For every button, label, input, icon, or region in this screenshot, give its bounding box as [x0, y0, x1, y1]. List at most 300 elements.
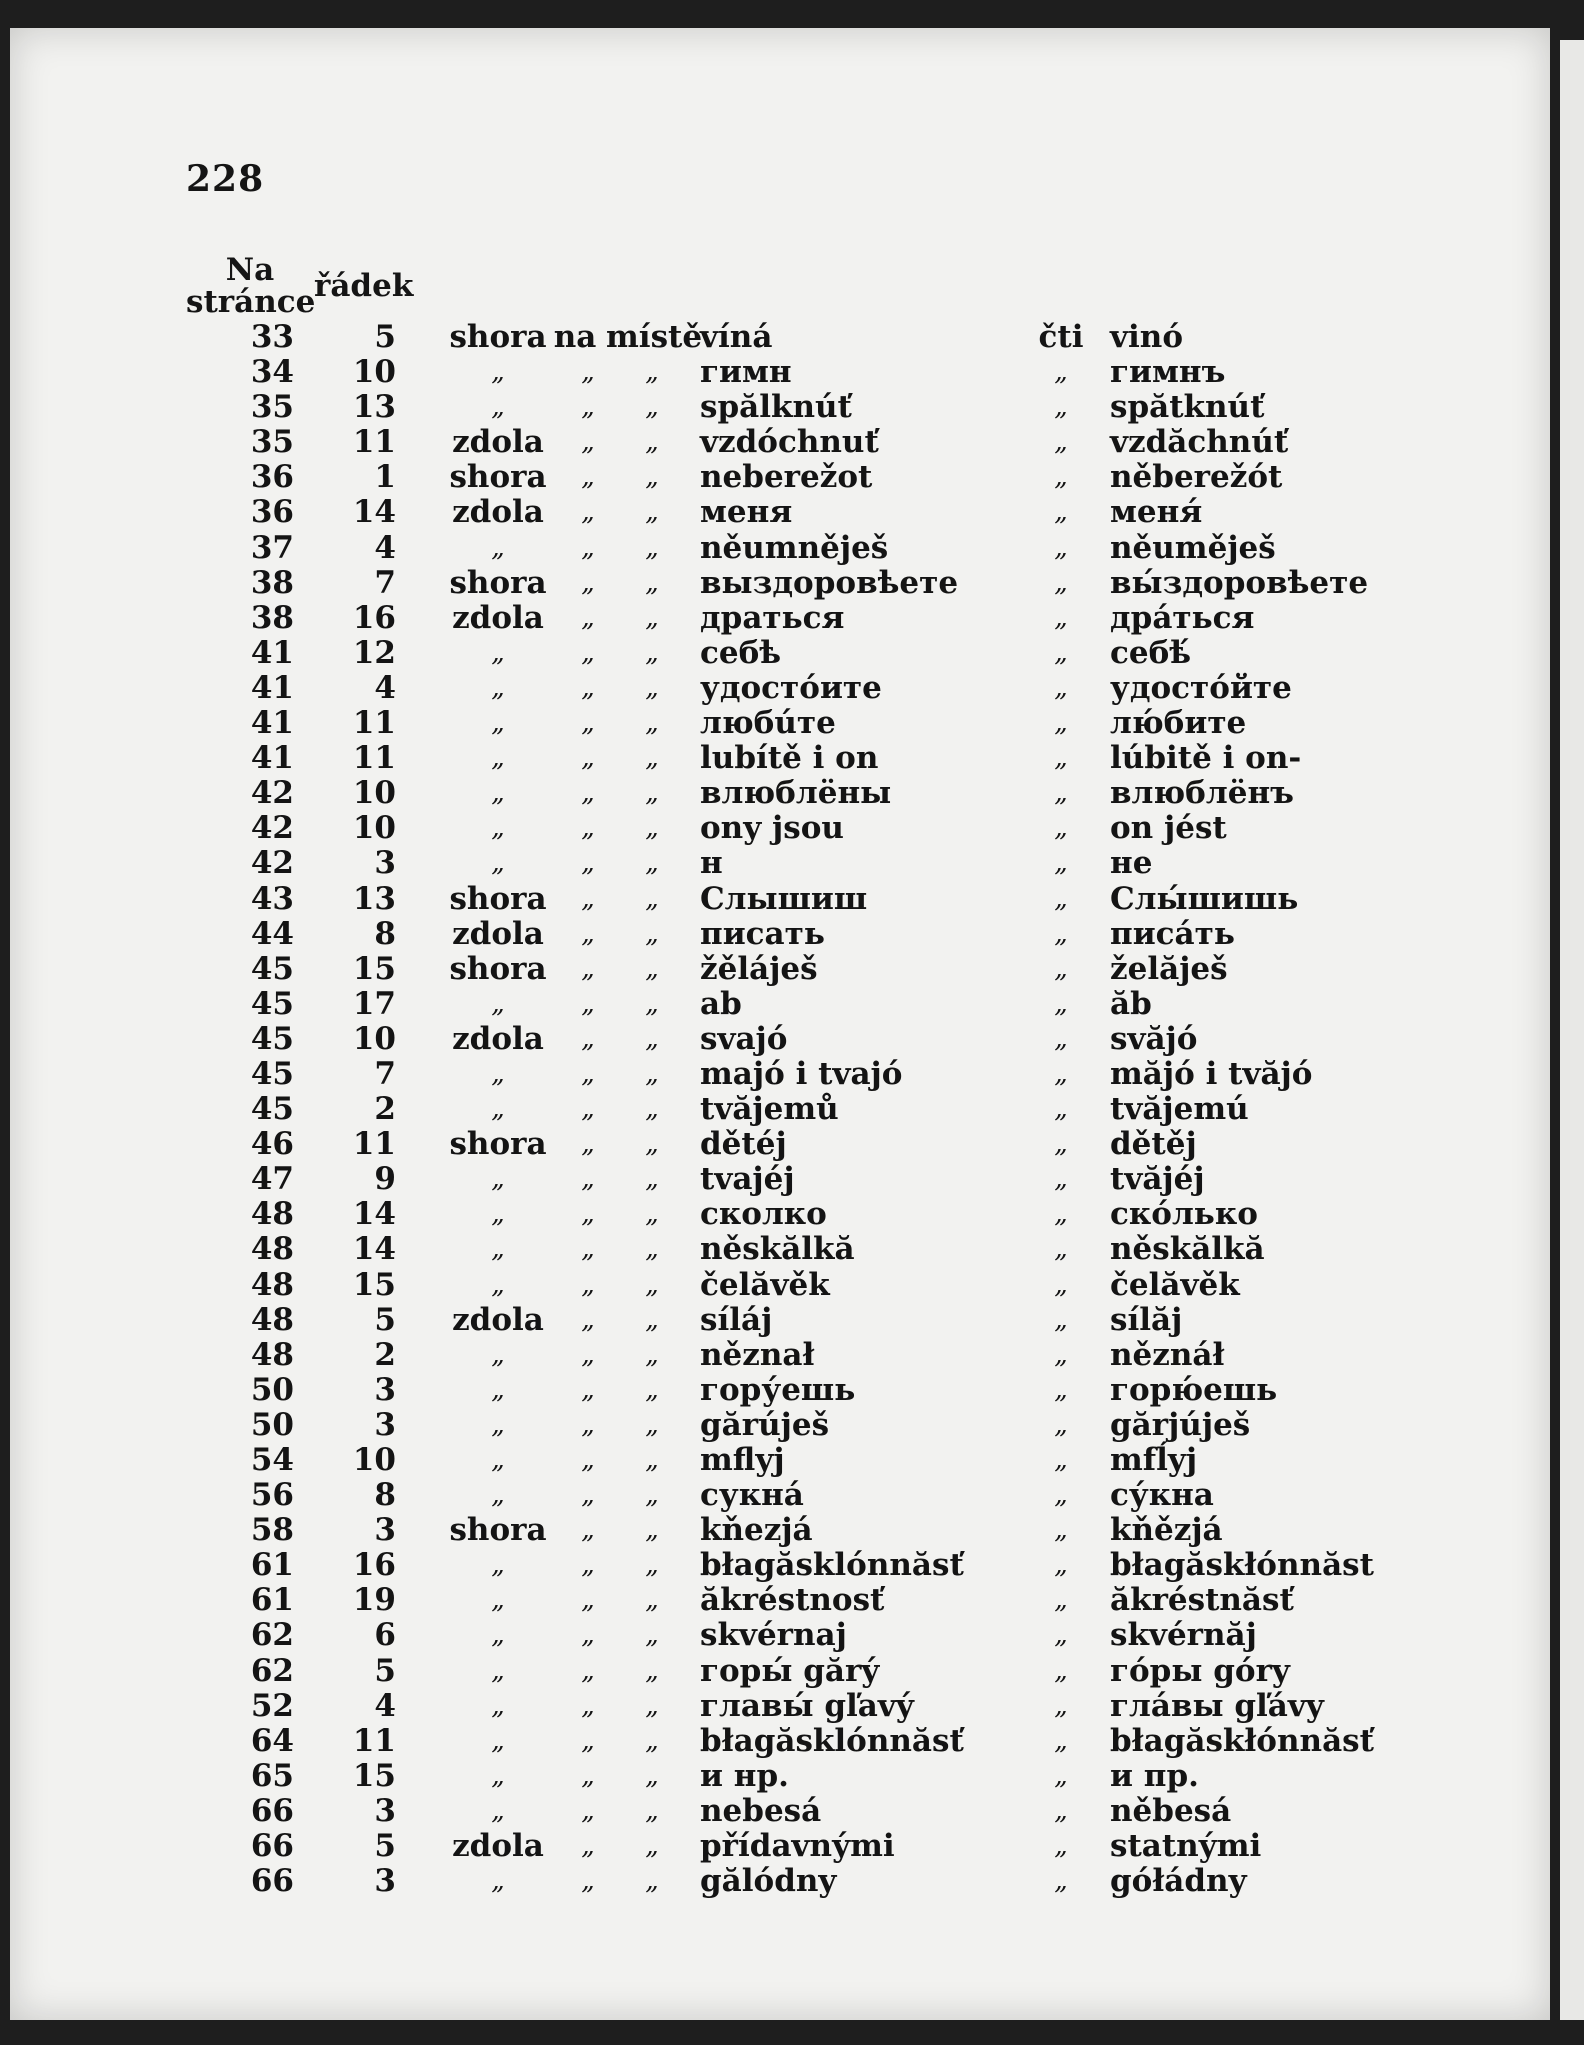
cti-cell: „ — [1054, 1831, 1068, 1862]
page-cell: 66 — [250, 1828, 294, 1865]
wrong-reading-cell: себѣ — [700, 634, 782, 671]
cti-cell: „ — [1054, 1094, 1068, 1125]
wrong-reading-cell: ab — [700, 985, 742, 1022]
cti-cell: „ — [1054, 778, 1068, 809]
miste-cell: „ — [645, 1515, 659, 1546]
na-cell: „ — [581, 1866, 595, 1897]
miste-cell: „ — [645, 1164, 659, 1195]
errata-table — [10, 320, 1550, 1899]
position-cell: „ — [491, 1374, 505, 1405]
wrong-reading-cell: сколко — [700, 1196, 827, 1233]
miste-cell: „ — [645, 1445, 659, 1475]
table-row — [10, 1654, 1550, 1689]
page-cell: 36 — [250, 494, 294, 531]
na-cell: „ — [581, 357, 595, 388]
page-cell: 45 — [250, 1091, 294, 1128]
cti-cell: „ — [1054, 1550, 1068, 1581]
position-cell: zdola — [452, 1828, 544, 1865]
na-cell: „ — [581, 743, 595, 774]
page-cell: 52 — [250, 1687, 294, 1724]
line-cell: 7 — [374, 1055, 396, 1092]
na-cell: „ — [581, 1304, 595, 1335]
page-cell: 45 — [250, 1020, 294, 1057]
correct-reading-cell: вы́здоровѣете — [1110, 564, 1369, 601]
na-cell: „ — [581, 1023, 595, 1054]
wrong-reading-cell: меня — [700, 494, 793, 531]
line-cell: 3 — [374, 1792, 396, 1829]
page-cell: 45 — [250, 950, 294, 987]
correct-reading-cell: tvăjemú — [1110, 1091, 1249, 1128]
na-cell: „ — [581, 1164, 595, 1195]
page-cell: 34 — [250, 354, 294, 391]
line-cell: 7 — [374, 564, 396, 601]
position-cell: „ — [491, 1234, 505, 1265]
miste-cell: „ — [645, 427, 659, 458]
na-cell: „ — [581, 637, 595, 668]
miste-cell: „ — [645, 988, 659, 1019]
page-cell: 48 — [250, 1196, 294, 1233]
line-cell: 5 — [374, 1652, 396, 1689]
miste-cell: „ — [645, 637, 659, 668]
line-cell: 19 — [352, 1582, 396, 1619]
position-cell: shora — [449, 1126, 547, 1163]
page-cell: 42 — [250, 845, 294, 882]
correct-reading-cell: vzdăchnúť — [1110, 424, 1289, 461]
position-cell: „ — [491, 1339, 505, 1370]
cti-cell: „ — [1054, 988, 1068, 1019]
position-cell: zdola — [452, 424, 544, 461]
miste-cell: „ — [645, 1655, 659, 1686]
na-cell: „ — [581, 1129, 595, 1160]
line-cell: 8 — [374, 1477, 396, 1514]
wrong-reading-cell: гимн — [700, 354, 792, 391]
table-row — [10, 1548, 1550, 1583]
table-row — [10, 706, 1550, 741]
line-cell: 3 — [374, 1406, 396, 1443]
position-cell: „ — [491, 1164, 505, 1195]
table-row — [10, 671, 1550, 706]
miste-cell: „ — [645, 1620, 659, 1651]
na-cell: „ — [581, 1199, 595, 1230]
cti-cell: „ — [1054, 883, 1068, 914]
correct-reading-cell: želăješ — [1110, 950, 1228, 987]
page-cell: 50 — [250, 1371, 294, 1408]
page-cell: 48 — [250, 1266, 294, 1303]
position-cell: „ — [491, 1760, 505, 1791]
table-row — [10, 495, 1550, 530]
line-cell: 1 — [374, 459, 396, 496]
table-row — [10, 1408, 1550, 1443]
table-row — [10, 1583, 1550, 1618]
position-cell: zdola — [452, 1301, 544, 1338]
na-cell: na — [553, 319, 597, 355]
correct-reading-cell: писа́ть — [1110, 915, 1235, 952]
table-row — [10, 1618, 1550, 1653]
correct-reading-cell: gărjúješ — [1110, 1406, 1251, 1443]
table-row — [10, 1478, 1550, 1513]
table-row — [10, 917, 1550, 952]
na-cell: „ — [581, 1094, 595, 1125]
page-cell: 43 — [250, 880, 294, 917]
na-cell: „ — [581, 988, 595, 1019]
position-cell: „ — [491, 1058, 505, 1089]
miste-cell: „ — [645, 357, 659, 388]
wrong-reading-cell: писать — [700, 915, 825, 952]
correct-reading-cell: ăkréstnăsť — [1110, 1582, 1294, 1619]
table-row — [10, 1864, 1550, 1899]
wrong-reading-cell: čelăvěk — [700, 1266, 830, 1303]
miste-cell: „ — [645, 392, 659, 423]
miste-cell: „ — [645, 1094, 659, 1125]
line-cell: 11 — [352, 705, 396, 742]
wrong-reading-cell: žěláješ — [700, 950, 818, 987]
cti-cell: „ — [1054, 1690, 1068, 1721]
correct-reading-cell: гимнъ — [1110, 354, 1226, 391]
line-cell: 4 — [374, 669, 396, 706]
wrong-reading-cell: и нр. — [700, 1757, 789, 1794]
na-cell: „ — [581, 1585, 595, 1616]
position-cell: „ — [491, 708, 505, 739]
miste-cell: „ — [645, 708, 659, 739]
miste-cell: „ — [645, 1374, 659, 1405]
cti-cell: „ — [1054, 1725, 1068, 1756]
table-row — [10, 952, 1550, 987]
cti-cell: „ — [1054, 1199, 1068, 1230]
correct-reading-cell: măjó i tvăjó — [1110, 1055, 1313, 1092]
miste-cell: „ — [645, 1725, 659, 1756]
correct-reading-cell: себѣ́ — [1110, 634, 1192, 671]
cti-cell: „ — [1054, 1129, 1068, 1160]
position-cell: „ — [491, 1269, 505, 1300]
table-row — [10, 320, 1550, 355]
position-cell: „ — [491, 1866, 505, 1897]
position-cell: „ — [491, 392, 505, 423]
miste-cell: „ — [645, 532, 659, 563]
wrong-reading-cell: víná — [700, 319, 773, 355]
table-row — [10, 1829, 1550, 1864]
line-cell: 5 — [374, 1301, 396, 1338]
cti-cell: „ — [1054, 953, 1068, 984]
page-cell: 56 — [250, 1477, 294, 1514]
table-row — [10, 531, 1550, 566]
line-cell: 10 — [352, 775, 396, 812]
position-cell: zdola — [452, 494, 544, 531]
correct-reading-cell: удостóйте — [1110, 669, 1292, 706]
line-cell: 15 — [352, 1757, 396, 1794]
table-row — [10, 1373, 1550, 1408]
cti-cell: čti — [1038, 319, 1084, 355]
miste-cell: „ — [645, 602, 659, 633]
page-cell: 48 — [250, 1336, 294, 1373]
page-cell: 50 — [250, 1406, 294, 1443]
position-cell: „ — [491, 357, 505, 388]
correct-reading-cell: on jést — [1110, 810, 1227, 847]
correct-reading-cell: меня́ — [1110, 494, 1203, 531]
line-cell: 10 — [352, 354, 396, 391]
table-row — [10, 1197, 1550, 1232]
wrong-reading-cell: nebesá — [700, 1792, 822, 1829]
position-cell: shora — [449, 1512, 547, 1549]
position-cell: „ — [491, 1585, 505, 1616]
cti-cell: „ — [1054, 1515, 1068, 1546]
line-cell: 6 — [374, 1617, 396, 1654]
page-cell: 41 — [250, 634, 294, 671]
correct-reading-cell: су́кна — [1110, 1477, 1214, 1514]
na-cell: „ — [581, 497, 595, 528]
table-row — [10, 1127, 1550, 1162]
line-cell: 3 — [374, 845, 396, 882]
position-cell: „ — [491, 813, 505, 844]
correct-reading-cell: lúbitě i on- — [1110, 740, 1302, 777]
wrong-reading-cell: гору́ешь — [700, 1371, 856, 1408]
correct-reading-cell: дра́ться — [1110, 599, 1255, 636]
cti-cell: „ — [1054, 1058, 1068, 1089]
cti-cell: „ — [1054, 1374, 1068, 1405]
na-cell: „ — [581, 1445, 595, 1475]
wrong-reading-cell: lubítě i on — [700, 740, 879, 777]
page-cell: 45 — [250, 1055, 294, 1092]
position-cell: „ — [491, 637, 505, 668]
na-cell: „ — [581, 1690, 595, 1721]
line-cell: 2 — [374, 1091, 396, 1128]
na-cell: „ — [581, 1550, 595, 1581]
line-cell: 3 — [374, 1371, 396, 1408]
miste-cell: „ — [645, 778, 659, 809]
page-cell: 42 — [250, 810, 294, 847]
correct-reading-cell: gółádny — [1110, 1863, 1247, 1900]
na-cell: „ — [581, 1655, 595, 1686]
wrong-reading-cell: vzdóchnuť — [700, 424, 879, 461]
wrong-reading-cell: влюблёны — [700, 775, 892, 812]
miste-cell: „ — [645, 1129, 659, 1160]
wrong-reading-cell: mflyj — [700, 1442, 785, 1478]
page-cell: 45 — [250, 985, 294, 1022]
na-cell: „ — [581, 813, 595, 844]
line-cell: 17 — [352, 985, 396, 1022]
table-row — [10, 846, 1550, 881]
position-cell: shora — [449, 459, 547, 496]
wrong-reading-cell: н — [700, 845, 723, 882]
miste-cell: „ — [645, 1480, 659, 1511]
miste-cell: „ — [645, 1199, 659, 1230]
cti-cell: „ — [1054, 357, 1068, 388]
page-cell: 64 — [250, 1722, 294, 1759]
wrong-reading-cell: ăkréstnosť — [700, 1582, 885, 1619]
position-cell: „ — [491, 1199, 505, 1230]
cti-cell: „ — [1054, 497, 1068, 528]
wrong-reading-cell: něumněješ — [700, 529, 889, 566]
miste-cell: „ — [645, 567, 659, 598]
miste-cell: „ — [645, 743, 659, 774]
correct-reading-cell: kňězjá — [1110, 1512, 1223, 1549]
line-cell: 14 — [352, 1196, 396, 1233]
page-cell: 66 — [250, 1863, 294, 1900]
line-cell: 15 — [352, 950, 396, 987]
line-cell: 13 — [352, 880, 396, 917]
na-cell: „ — [581, 1725, 595, 1756]
miste-cell: „ — [645, 1058, 659, 1089]
table-row — [10, 1724, 1550, 1759]
table-row — [10, 1092, 1550, 1127]
miste-cell: „ — [645, 918, 659, 949]
position-cell: zdola — [452, 599, 544, 636]
miste-cell: „ — [645, 883, 659, 914]
wrong-reading-cell: главы́ gľavý — [700, 1687, 914, 1724]
adjacent-page-edge — [1560, 40, 1584, 2020]
na-cell: „ — [581, 602, 595, 633]
table-row — [10, 1759, 1550, 1794]
na-cell: „ — [581, 1620, 595, 1651]
table-row — [10, 1232, 1550, 1267]
cti-cell: „ — [1054, 427, 1068, 458]
line-cell: 10 — [352, 1442, 396, 1478]
cti-cell: „ — [1054, 1023, 1068, 1054]
line-cell: 10 — [352, 1020, 396, 1057]
wrong-reading-cell: tvajéj — [700, 1161, 795, 1198]
cti-cell: „ — [1054, 1269, 1068, 1300]
page-sheet — [10, 28, 1550, 2020]
na-cell: „ — [581, 1374, 595, 1405]
page-cell: 35 — [250, 424, 294, 461]
wrong-reading-cell: выздоровѣете — [700, 564, 959, 601]
page-cell: 48 — [250, 1231, 294, 1268]
wrong-reading-cell: kňezjá — [700, 1512, 813, 1549]
page-cell: 35 — [250, 389, 294, 426]
cti-cell: „ — [1054, 462, 1068, 493]
correct-reading-cell: něbesá — [1110, 1792, 1232, 1829]
line-cell: 3 — [374, 1512, 396, 1549]
table-row — [10, 1513, 1550, 1548]
na-cell: „ — [581, 778, 595, 809]
wrong-reading-cell: сукна́ — [700, 1477, 804, 1514]
wrong-reading-cell: błagăsklónnăsť — [700, 1722, 964, 1759]
cti-cell: „ — [1054, 1445, 1068, 1475]
cti-cell: „ — [1054, 1339, 1068, 1370]
wrong-reading-cell: síláj — [700, 1301, 773, 1338]
cti-cell: „ — [1054, 567, 1068, 598]
page-cell: 38 — [250, 564, 294, 601]
table-row — [10, 882, 1550, 917]
na-cell: „ — [581, 1831, 595, 1862]
miste-cell: „ — [645, 1550, 659, 1581]
cti-cell: „ — [1054, 918, 1068, 949]
page-cell: 61 — [250, 1582, 294, 1619]
line-cell: 11 — [352, 1722, 396, 1759]
position-cell: shora — [449, 564, 547, 601]
cti-cell: „ — [1054, 708, 1068, 739]
cti-cell: „ — [1054, 1655, 1068, 1686]
page-cell: 62 — [250, 1617, 294, 1654]
na-cell: „ — [581, 848, 595, 879]
page-cell: 65 — [250, 1757, 294, 1794]
miste-cell: „ — [645, 1339, 659, 1370]
cti-cell: „ — [1054, 848, 1068, 879]
miste-cell: „ — [645, 1023, 659, 1054]
na-cell: „ — [581, 1058, 595, 1089]
cti-cell: „ — [1054, 1480, 1068, 1511]
miste-cell: „ — [645, 497, 659, 528]
cti-cell: „ — [1054, 1866, 1068, 1897]
table-row — [10, 1022, 1550, 1057]
na-cell: „ — [581, 392, 595, 423]
page-cell: 41 — [250, 669, 294, 706]
table-row — [10, 425, 1550, 460]
table-row — [10, 355, 1550, 390]
correct-reading-cell: горю́ешь — [1110, 1371, 1278, 1408]
cti-cell: „ — [1054, 637, 1068, 668]
table-row — [10, 1338, 1550, 1373]
position-cell: „ — [491, 1795, 505, 1826]
position-cell: shora — [449, 950, 547, 987]
line-cell: 11 — [352, 424, 396, 461]
na-cell: „ — [581, 1760, 595, 1791]
page-cell: 46 — [250, 1126, 294, 1163]
position-cell: zdola — [452, 915, 544, 952]
wrong-reading-cell: любúте — [700, 705, 836, 742]
line-cell: 12 — [352, 634, 396, 671]
miste-cell: „ — [645, 848, 659, 879]
cti-cell: „ — [1054, 1760, 1068, 1791]
miste-cell: „ — [645, 813, 659, 844]
cti-cell: „ — [1054, 1234, 1068, 1265]
wrong-reading-cell: dětéj — [700, 1126, 787, 1163]
miste-cell: „ — [645, 1831, 659, 1862]
header-line-column: řádek — [314, 268, 414, 304]
position-cell: „ — [491, 1445, 505, 1475]
correct-reading-cell: skvérnăj — [1110, 1617, 1257, 1654]
position-cell: „ — [491, 848, 505, 879]
na-cell: „ — [581, 532, 595, 563]
line-cell: 16 — [352, 599, 396, 636]
correct-reading-cell: błagăskłónnăst — [1110, 1547, 1374, 1584]
cti-cell: „ — [1054, 672, 1068, 703]
na-cell: „ — [581, 672, 595, 703]
table-row — [10, 1443, 1550, 1478]
page-cell: 66 — [250, 1792, 294, 1829]
table-row — [10, 1794, 1550, 1829]
table-row — [10, 460, 1550, 495]
wrong-reading-cell: skvérnaj — [700, 1617, 847, 1654]
correct-reading-cell: dětěj — [1110, 1126, 1197, 1163]
correct-reading-cell: čelăvěk — [1110, 1266, 1240, 1303]
page-cell: 58 — [250, 1512, 294, 1549]
position-cell: zdola — [452, 1020, 544, 1057]
page-cell: 62 — [250, 1652, 294, 1689]
page-cell: 48 — [250, 1301, 294, 1338]
line-cell: 8 — [374, 915, 396, 952]
na-cell: „ — [581, 918, 595, 949]
line-cell: 5 — [374, 1828, 396, 1865]
na-cell: „ — [581, 1339, 595, 1370]
na-cell: „ — [581, 883, 595, 914]
line-cell: 11 — [352, 1126, 396, 1163]
wrong-reading-cell: tvăjemů — [700, 1091, 839, 1128]
table-row — [10, 987, 1550, 1022]
line-cell: 5 — [374, 319, 396, 355]
na-cell: „ — [581, 1409, 595, 1440]
correct-reading-cell: vinó — [1110, 319, 1184, 355]
line-cell: 9 — [374, 1161, 396, 1198]
wrong-reading-cell: błagăsklónnăsť — [700, 1547, 964, 1584]
correct-reading-cell: statnými — [1110, 1828, 1262, 1865]
cti-cell: „ — [1054, 1620, 1068, 1651]
table-row — [10, 601, 1550, 636]
wrong-reading-cell: majó i tvajó — [700, 1055, 903, 1092]
position-cell: „ — [491, 1620, 505, 1651]
wrong-reading-cell: neberežot — [700, 459, 873, 496]
line-cell: 13 — [352, 389, 396, 426]
correct-reading-cell: něznáł — [1110, 1336, 1225, 1373]
